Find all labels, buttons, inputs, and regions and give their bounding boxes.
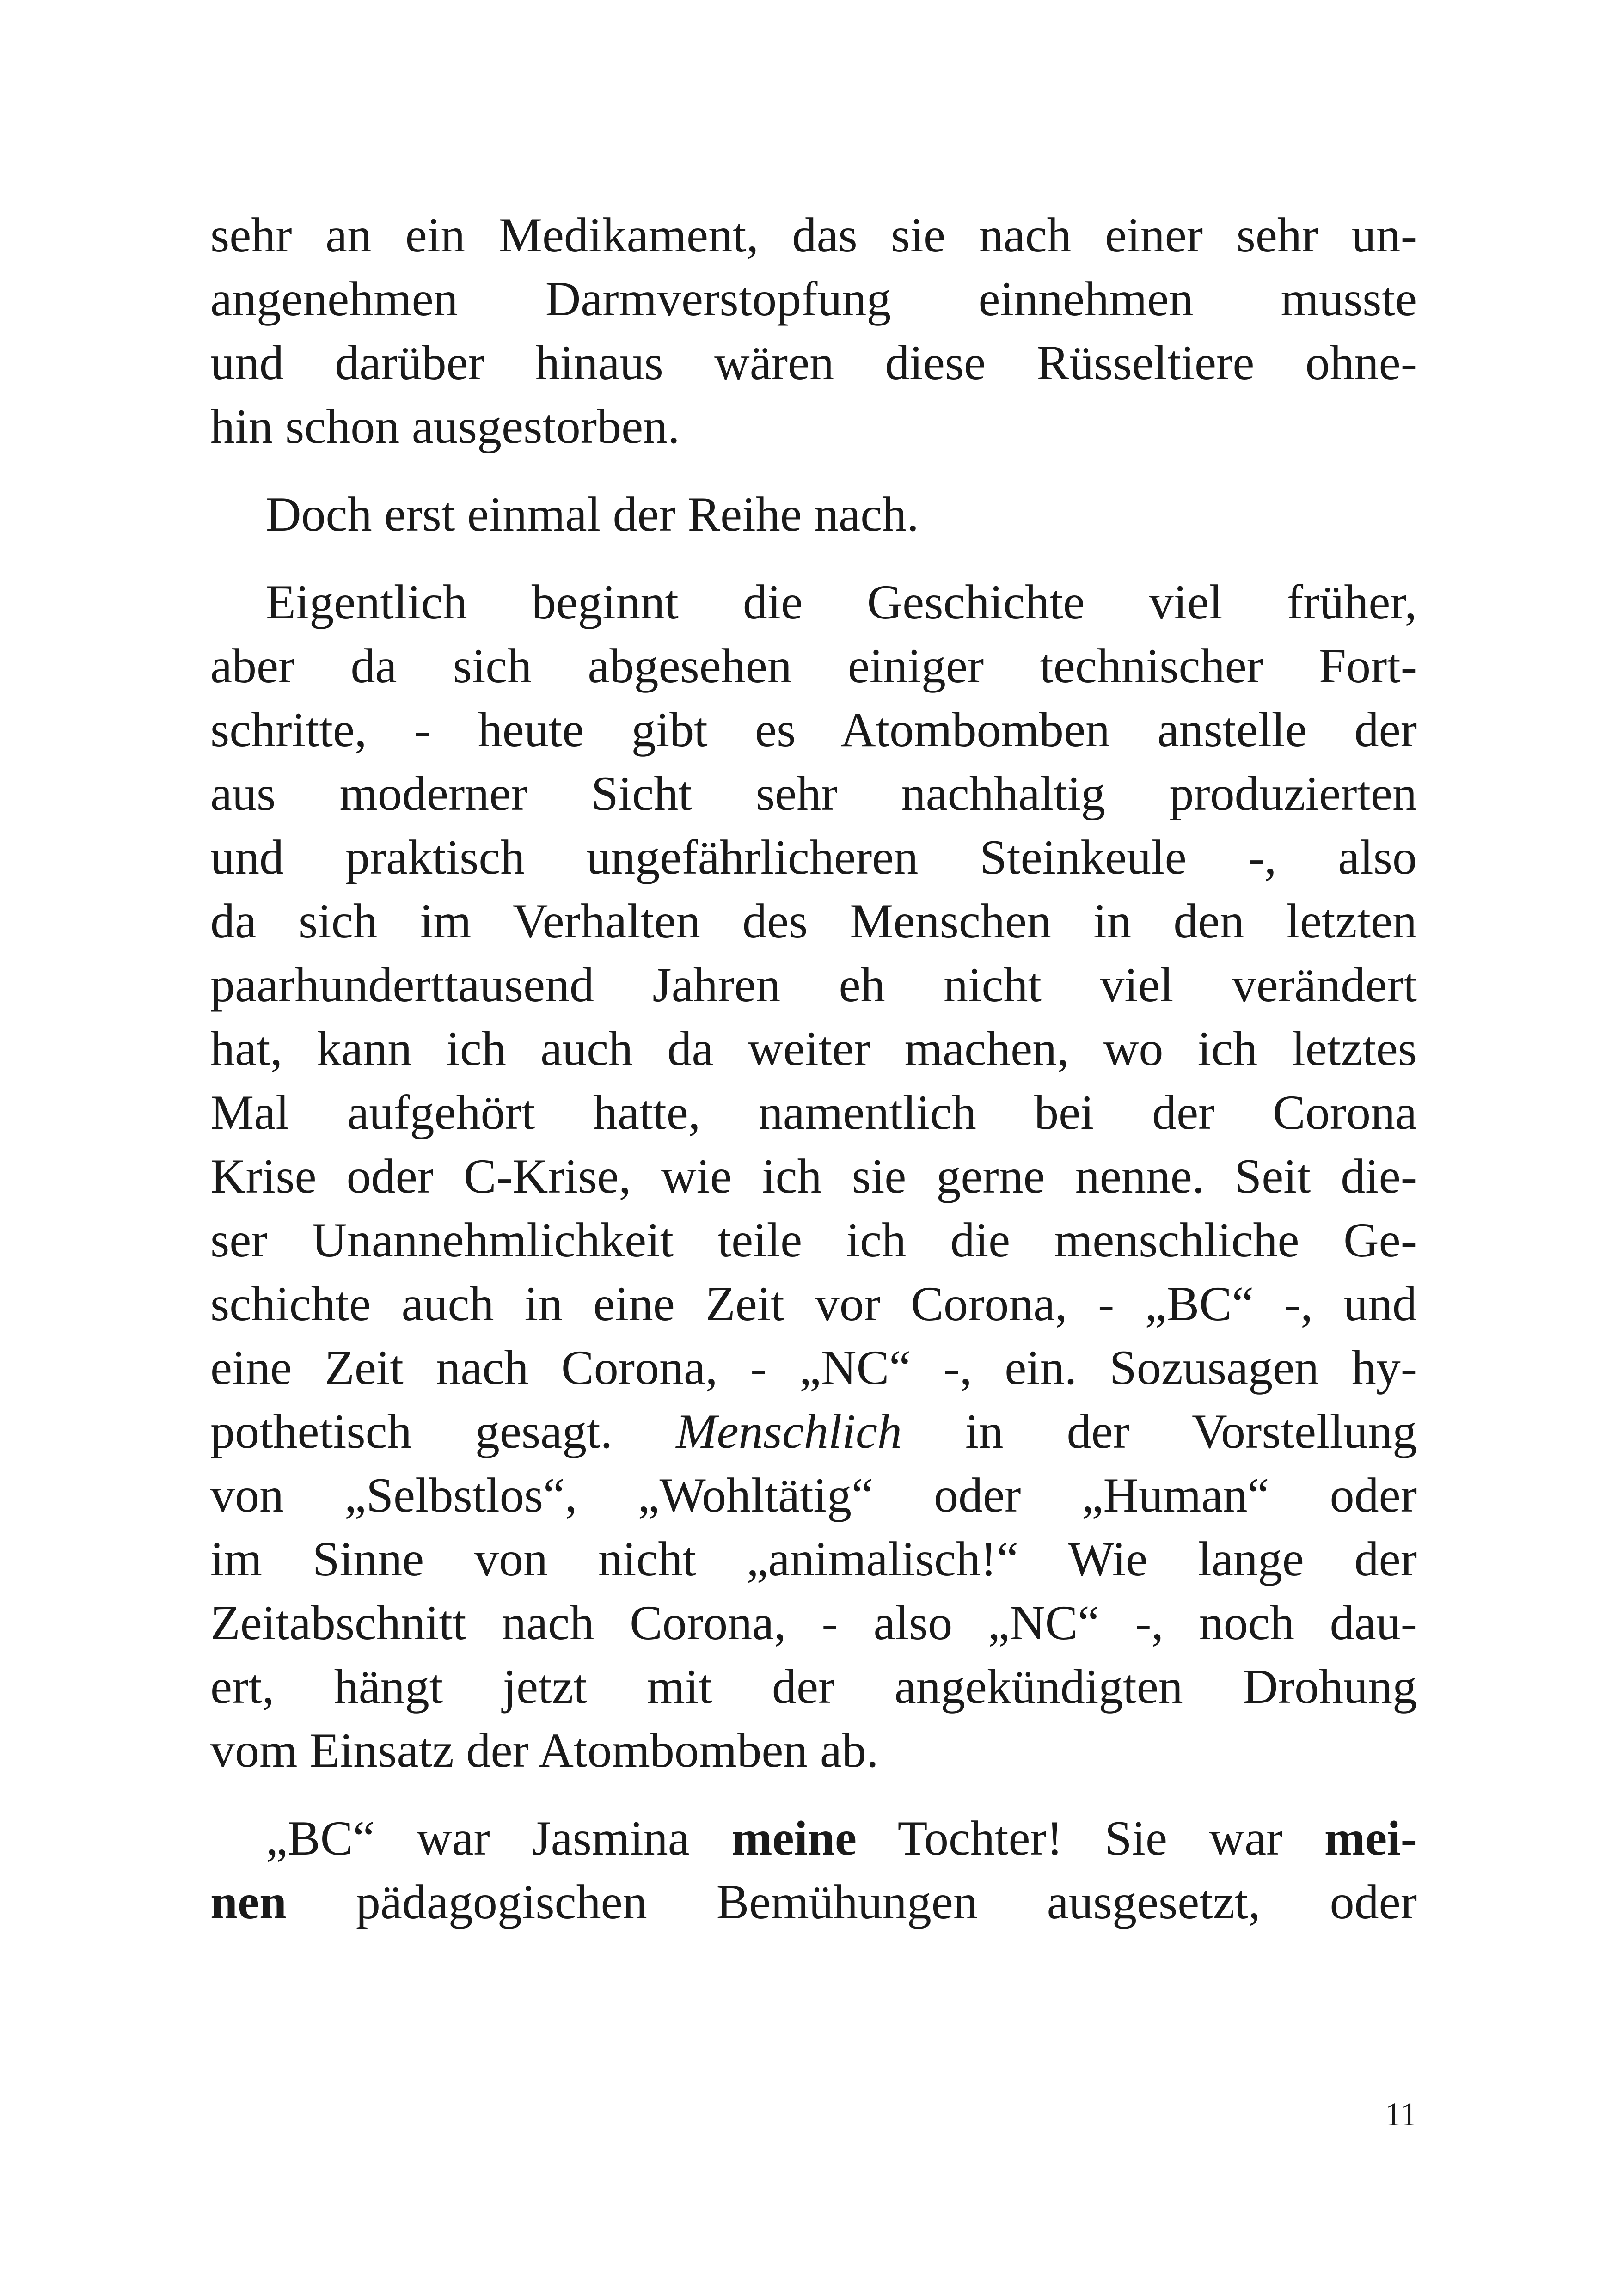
- italic-text-segment: Menschlich: [676, 1404, 902, 1458]
- text-line: [210, 953, 1417, 1017]
- text-segment: schritte, - heute gibt es Atombomben anstelle der: [210, 703, 1417, 757]
- text-segment: eine Zeit nach Corona, - „NC“ -, ein. Sozusagen hy-: [210, 1341, 1417, 1395]
- text-segment: in der Vorstellung: [901, 1404, 1417, 1458]
- text-line: [210, 826, 1417, 889]
- text-line: [210, 395, 1417, 459]
- text-segment: im Sinne von nicht „animalisch!“ Wie lange der: [210, 1532, 1417, 1586]
- paragraph: [210, 570, 1417, 1782]
- text-line: [210, 203, 1417, 267]
- text-line: [210, 1463, 1417, 1527]
- text-line: [210, 1806, 1417, 1870]
- text-line: [210, 570, 1417, 634]
- text-segment: da sich im Verhalten des Menschen in den letzten: [210, 894, 1417, 948]
- text-line: [210, 698, 1417, 762]
- text-segment: hat, kann ich auch da weiter machen, wo ich letztes: [210, 1022, 1417, 1076]
- text-line: [210, 889, 1417, 953]
- text-segment: sehr an ein Medikament, das sie nach einer sehr un-: [210, 208, 1417, 262]
- text-segment: von „Selbstlos“, „Wohltätig“ oder „Human“ oder: [210, 1468, 1417, 1522]
- text-line: [210, 1719, 1417, 1782]
- book-page-text: [210, 203, 1417, 1934]
- text-segment: hin schon ausgestorben.: [210, 399, 680, 453]
- text-segment: schichte auch in eine Zeit vor Corona, - „BC“ -, und: [210, 1277, 1417, 1331]
- text-segment: aus moderner Sicht sehr nachhaltig produzierten: [210, 766, 1417, 820]
- paragraph: [210, 1806, 1417, 1934]
- text-segment: Doch erst einmal der Reihe nach.: [266, 487, 919, 541]
- text-segment: ser Unannehmlichkeit teile ich die menschliche Ge-: [210, 1213, 1417, 1267]
- paragraph-gap: [210, 459, 1417, 483]
- text-segment: Tochter! Sie war: [857, 1811, 1324, 1865]
- text-line: [210, 331, 1417, 395]
- text-line: [210, 1145, 1417, 1208]
- text-segment: vom Einsatz der Atombomben ab.: [210, 1723, 879, 1777]
- text-line: [210, 1870, 1417, 1934]
- text-line: [210, 1591, 1417, 1655]
- text-segment: aber da sich abgesehen einiger technischer Fort-: [210, 639, 1417, 693]
- text-line: [210, 483, 1417, 546]
- text-line: [210, 634, 1417, 698]
- text-line: [210, 1655, 1417, 1719]
- text-line: [210, 762, 1417, 826]
- text-line: [210, 1208, 1417, 1272]
- text-segment: und praktisch ungefährlicheren Steinkeule -, also: [210, 830, 1417, 884]
- text-line: [210, 1527, 1417, 1591]
- text-segment: paarhunderttausend Jahren eh nicht viel verändert: [210, 958, 1417, 1012]
- text-line: [210, 1017, 1417, 1081]
- paragraph: [210, 203, 1417, 459]
- text-segment: Krise oder C-Krise, wie ich sie gerne nenne. Seit die-: [210, 1149, 1417, 1203]
- paragraph-gap: [210, 546, 1417, 570]
- text-line: [210, 1400, 1417, 1463]
- text-line: [210, 1336, 1417, 1400]
- text-line: [210, 267, 1417, 331]
- page-number: 11: [1385, 2096, 1417, 2133]
- text-segment: angenehmen Darmverstopfung einnehmen musste: [210, 272, 1417, 326]
- text-segment: pothetisch gesagt.: [210, 1404, 676, 1458]
- text-segment: Mal aufgehört hatte, namentlich bei der Corona: [210, 1085, 1417, 1139]
- bold-text-segment: nen: [210, 1875, 287, 1929]
- text-segment: „BC“ war Jasmina: [266, 1811, 732, 1865]
- bold-text-segment: mei-: [1324, 1811, 1417, 1865]
- text-line: [210, 1081, 1417, 1145]
- text-segment: Eigentlich beginnt die Geschichte viel früher,: [266, 575, 1417, 629]
- paragraph-gap: [210, 1782, 1417, 1806]
- text-segment: pädagogischen Bemühungen ausgesetzt, oder: [286, 1875, 1417, 1929]
- text-segment: Zeitabschnitt nach Corona, - also „NC“ -, noch dau-: [210, 1596, 1417, 1650]
- text-segment: und darüber hinaus wären diese Rüsseltiere ohne-: [210, 336, 1417, 390]
- bold-text-segment: meine: [731, 1811, 857, 1865]
- paragraph: [210, 483, 1417, 546]
- text-segment: ert, hängt jetzt mit der angekündigten Drohung: [210, 1659, 1417, 1714]
- text-line: [210, 1272, 1417, 1336]
